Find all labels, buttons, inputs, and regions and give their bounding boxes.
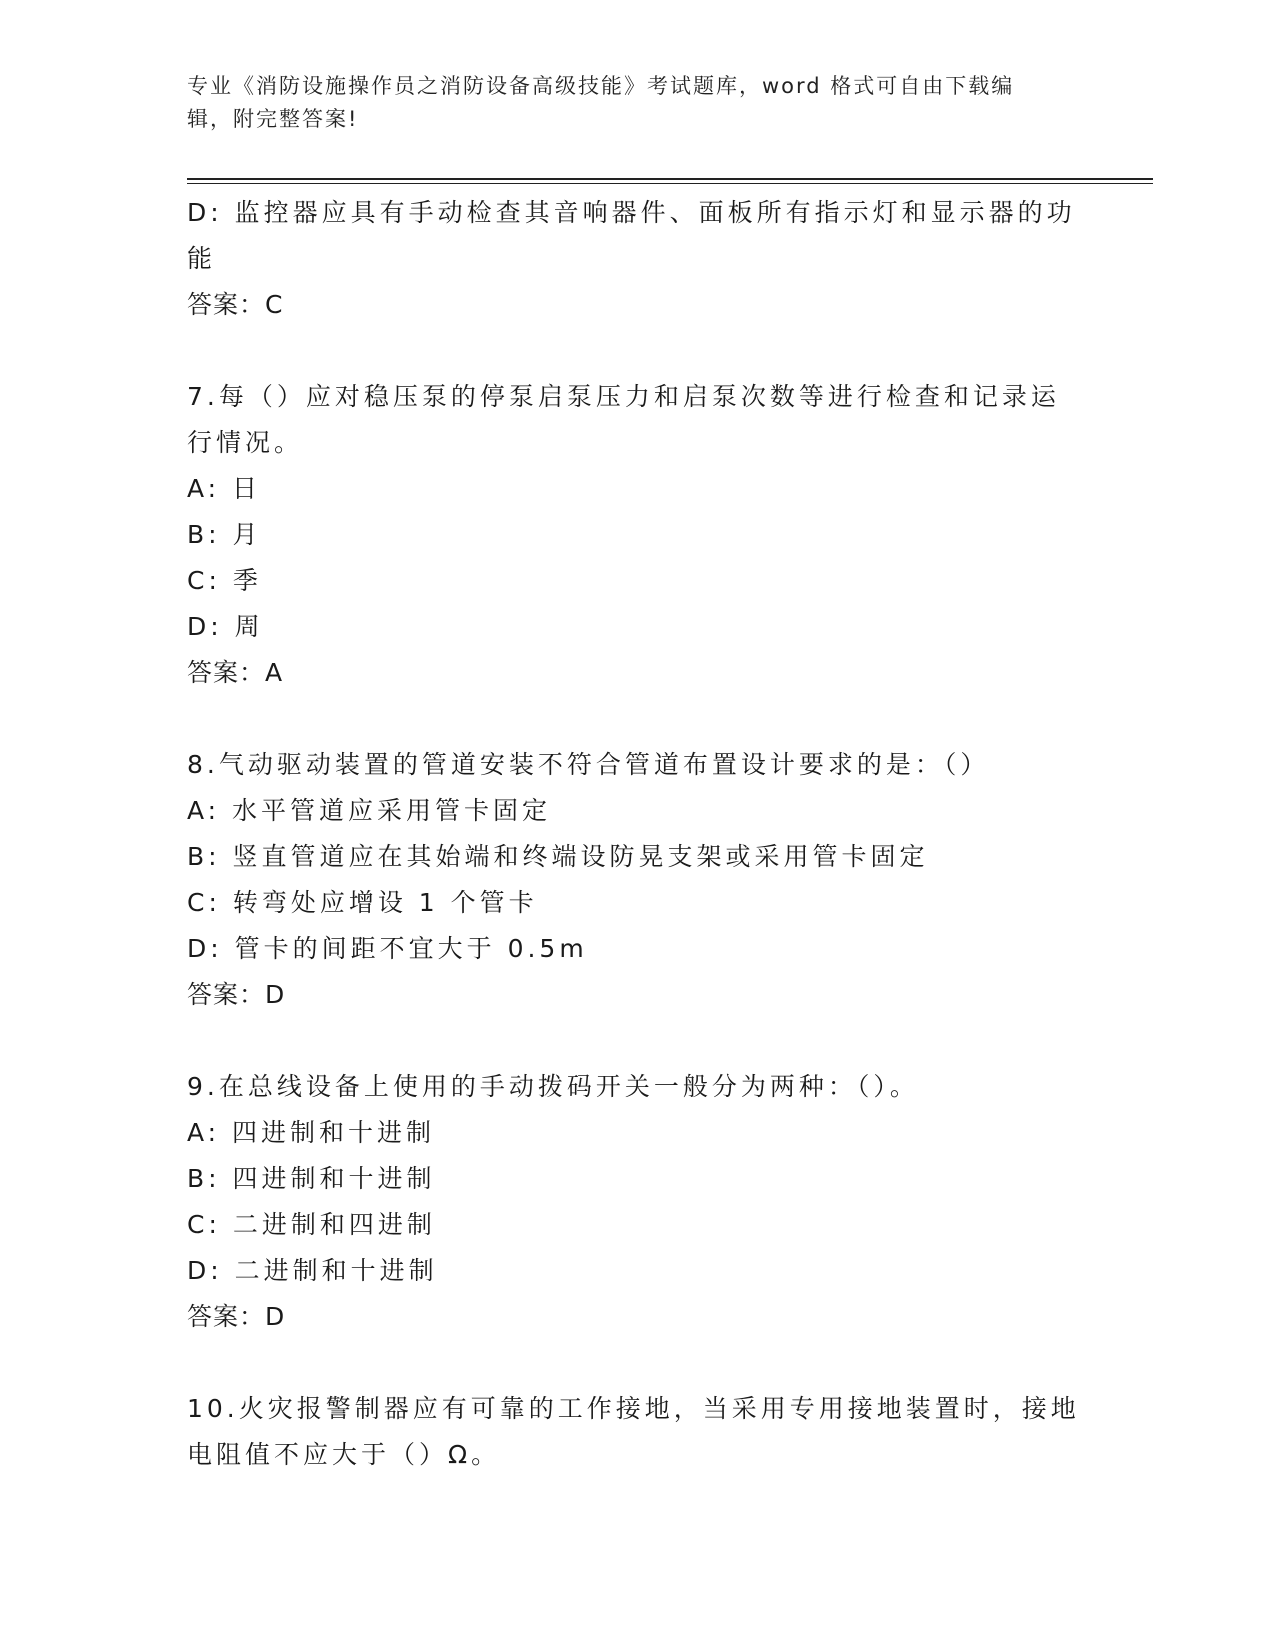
question-block-9 bbox=[187, 1064, 1087, 1340]
header-rule-thin bbox=[187, 183, 1153, 184]
option-d: D: 监控器应具有手动检查其音响器件、面板所有指示灯和显示器的功 bbox=[187, 198, 1076, 227]
option-d: D: 二进制和十进制 bbox=[187, 1256, 438, 1285]
question-text: 10.火灾报警制器应有可靠的工作接地，当采用专用接地装置时，接地 bbox=[187, 1394, 1080, 1423]
question-text: 9.在总线设备上使用的手动拨码开关一般分为两种：（）。 bbox=[187, 1072, 919, 1101]
question-list bbox=[187, 190, 1087, 1478]
spacer bbox=[187, 696, 1087, 742]
option-d: D: 管卡的间距不宜大于 0.5m bbox=[187, 934, 588, 963]
option-d: D: 周 bbox=[187, 612, 264, 641]
question-text-continued: 电阻值不应大于（）Ω。 bbox=[187, 1440, 501, 1469]
option-c: C: 转弯处应增设 1 个管卡 bbox=[187, 888, 538, 917]
question-block-6 bbox=[187, 190, 1087, 328]
answer: 答案：C bbox=[187, 290, 284, 319]
option-d-continued: 能 bbox=[187, 244, 217, 273]
question-block-7 bbox=[187, 374, 1087, 696]
answer: 答案：D bbox=[187, 980, 286, 1009]
spacer bbox=[187, 1340, 1087, 1386]
option-b: B: 月 bbox=[187, 520, 262, 549]
question-text-continued: 行情况。 bbox=[187, 428, 304, 457]
header-rule-thick bbox=[187, 178, 1153, 180]
question-block-10 bbox=[187, 1386, 1087, 1478]
option-a: A: 四进制和十进制 bbox=[187, 1118, 436, 1147]
option-b: B: 四进制和十进制 bbox=[187, 1164, 436, 1193]
question-text: 7.每（）应对稳压泵的停泵启泵压力和启泵次数等进行检查和记录运 bbox=[187, 382, 1060, 411]
answer: 答案：D bbox=[187, 1302, 286, 1331]
spacer bbox=[187, 1018, 1087, 1064]
option-a: A: 日 bbox=[187, 474, 262, 503]
answer: 答案：A bbox=[187, 658, 284, 687]
option-c: C: 二进制和四进制 bbox=[187, 1210, 436, 1239]
header-line-1: 专业《消防设施操作员之消防设备高级技能》考试题库，word 格式可自由下载编 bbox=[187, 74, 1015, 98]
spacer bbox=[187, 328, 1087, 374]
option-c: C: 季 bbox=[187, 566, 262, 595]
option-b: B: 竖直管道应在其始端和终端设防晃支架或采用管卡固定 bbox=[187, 842, 929, 871]
document-header bbox=[187, 70, 1067, 136]
header-line-2: 辑，附完整答案! bbox=[187, 107, 359, 131]
question-text: 8.气动驱动装置的管道安装不符合管道布置设计要求的是：（） bbox=[187, 750, 990, 779]
question-block-8 bbox=[187, 742, 1087, 1018]
option-a: A: 水平管道应采用管卡固定 bbox=[187, 796, 552, 825]
